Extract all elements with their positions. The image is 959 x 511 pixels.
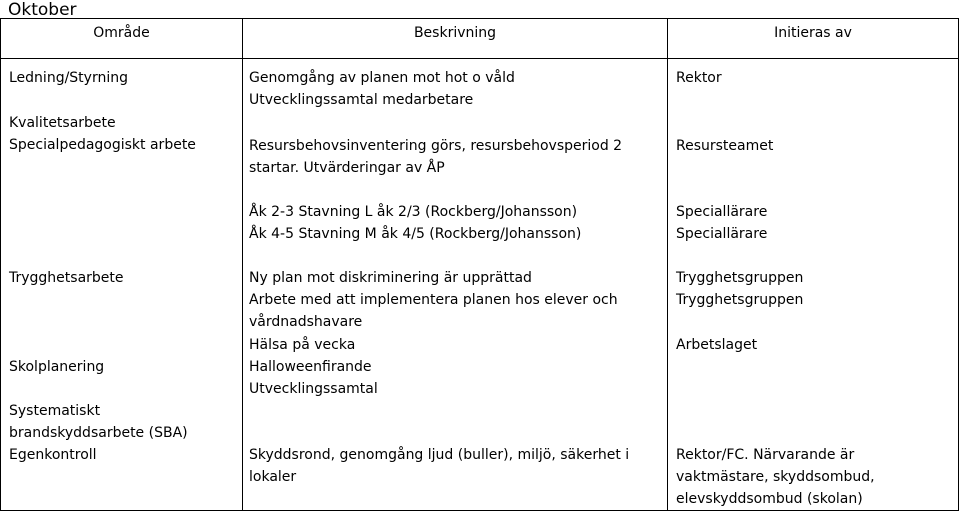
- activity-table: [0, 18, 959, 511]
- column-divider: [242, 19, 243, 510]
- table-row-description: Skyddsrond, genomgång ljud (buller), miljö, säkerhet i lokaler: [249, 447, 630, 485]
- table-row-initiated-by: Trygghetsgruppen Trygghetsgruppen: [676, 270, 804, 308]
- table-row-description: Hälsa på vecka Halloweenfirande Utvecklingssamtal: [249, 337, 378, 397]
- table-row-area: Systematiskt brandskyddsarbete (SBA) Egenkontroll: [9, 403, 188, 463]
- column-divider: [667, 19, 668, 510]
- header-divider: [1, 58, 958, 59]
- table-row-initiated-by: Resursteamet: [676, 138, 774, 154]
- table-row-area: Trygghetsarbete: [9, 270, 124, 286]
- table-row-description: Åk 2-3 Stavning L åk 2/3 (Rockberg/Johansson) Åk 4-5 Stavning M åk 4/5 (Rockberg/Johansson): [249, 204, 582, 242]
- header-description: Beskrivning: [413, 25, 497, 41]
- table-row-initiated-by: Arbetslaget: [676, 337, 758, 353]
- table-row-description: Genomgång av planen mot hot o våld Utvecklingssamtal medarbetare: [249, 70, 515, 108]
- page-title: Oktober: [8, 0, 77, 20]
- table-row-initiated-by: Rektor/FC. Närvarande är vaktmästare, skyddsombud, elevskyddsombud (skolan): [676, 447, 875, 507]
- table-row-initiated-by: Speciallärare Speciallärare: [676, 204, 768, 242]
- header-initiated-by: Initieras av: [774, 25, 852, 41]
- header-area: Område: [93, 25, 150, 41]
- table-row-area: Kvalitetsarbete Specialpedagogiskt arbete: [9, 115, 196, 153]
- table-row-description: Ny plan mot diskriminering är upprättad Arbete med att implementera planen hos elever och vårdnadshavare: [249, 270, 618, 330]
- table-row-initiated-by: Rektor: [676, 70, 722, 86]
- table-row-area: Ledning/Styrning: [9, 70, 128, 86]
- table-row-area: Skolplanering: [9, 359, 105, 375]
- table-row-description: Resursbehovsinventering görs, resursbehovsperiod 2 startar. Utvärderingar av ÅP: [249, 138, 623, 176]
